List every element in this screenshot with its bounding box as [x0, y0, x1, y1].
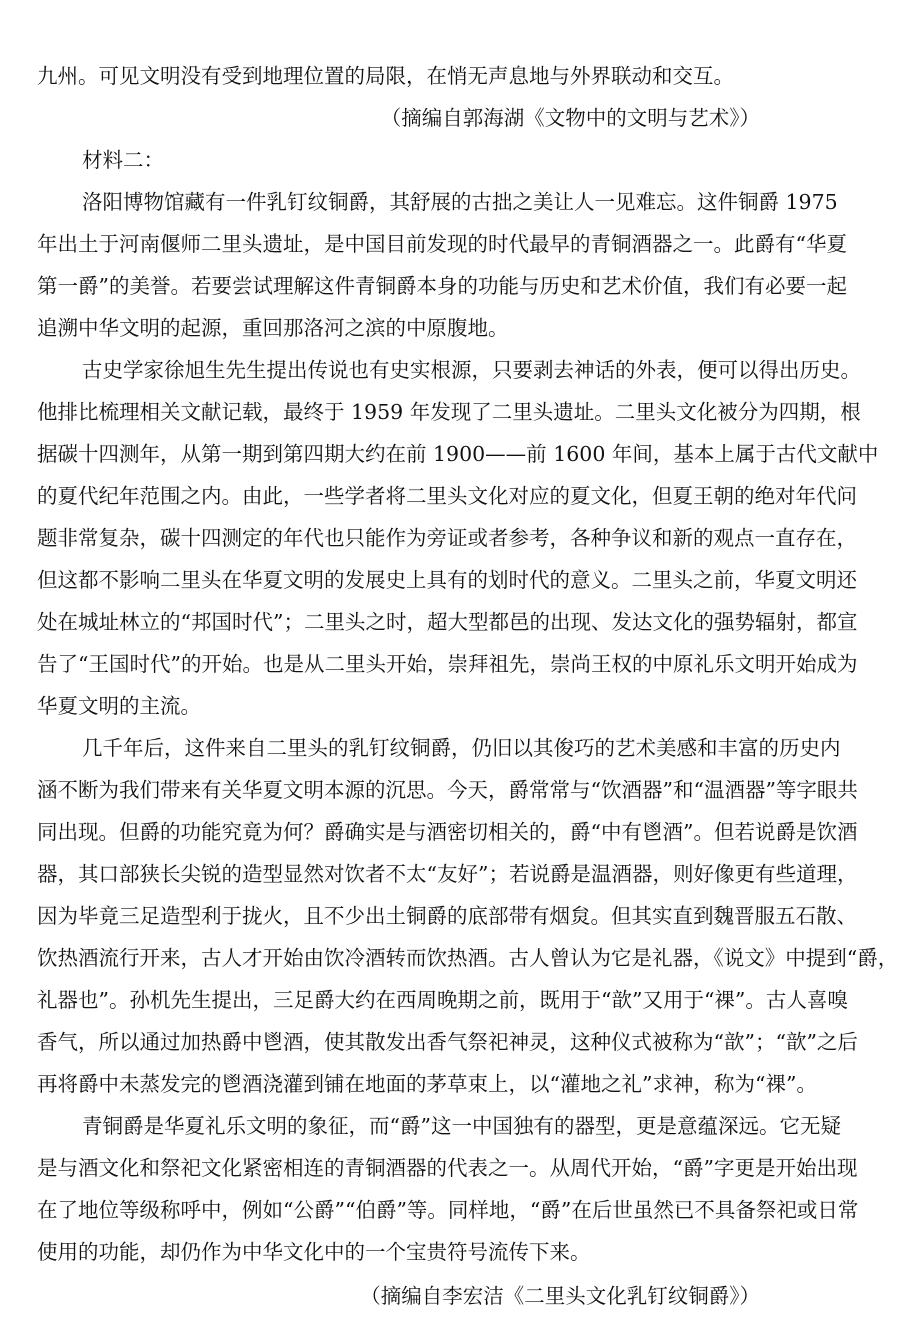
- p2-line: 题非常复杂，碳十四测定的年代也只能作为旁证或者参考，各种争议和新的观点一直存在，: [37, 526, 857, 550]
- p3-line: 器，其口部狭长尖锐的造型显然对饮者不太“友好”；若说爵是温酒器，则好像更有些道理，: [37, 862, 858, 886]
- p3-line: 饮热酒流行开来，古人才开始由饮冷酒转而饮热酒。古人曾认为它是礼器，《说文》中提到“爵，: [37, 946, 898, 970]
- intro-line: 九州。可见文明没有受到地理位置的局限，在悄无声息地与外界联动和交互。: [37, 64, 734, 88]
- p3-line: 再将爵中未蒸发完的鬯酒浇灌到铺在地面的茅草束上，以“灌地之礼”求神，称为“祼”。: [37, 1072, 817, 1096]
- p4-line: 青铜爵是华夏礼乐文明的象征，而“爵”这一中国独有的器型，更是意蕴深远。它无疑: [82, 1114, 841, 1138]
- p2-line: 古史学家徐旭生先生提出传说也有史实根源，只要剥去神话的外表，便可以得出历史。: [82, 358, 861, 382]
- p2-line: 他排比梳理相关文献记载，最终于 1959 年发现了二里头遗址。二里头文化被分为四期，根: [37, 400, 861, 424]
- p3-line: 同出现。但爵的功能究竟为何？爵确实是与酒密切相关的，爵“中有鬯酒”。但若说爵是饮酒: [37, 820, 858, 844]
- p2-line: 的夏代纪年范围之内。由此，一些学者将二里头文化对应的夏文化，但夏王朝的绝对年代问: [37, 484, 857, 508]
- p4-line: 在了地位等级称呼中，例如“公爵”“伯爵”等。同样地，“爵”在后世虽然已不具备祭祀或日常: [37, 1198, 859, 1222]
- p1-line: 年出土于河南偃师二里头遗址，是中国目前发现的时代最早的青铜酒器之一。此爵有“华夏: [37, 232, 847, 256]
- material-heading: 材料二：: [82, 148, 164, 172]
- p2-line: 处在城址林立的“邦国时代”；二里头之时，超大型都邑的出现、发达文化的强势辐射，都宣: [37, 610, 858, 634]
- p3-line: 几千年后，这件来自二里头的乳钉纹铜爵，仍旧以其俊巧的艺术美感和丰富的历史内: [82, 736, 841, 760]
- p2-line: 据碳十四测年，从第一期到第四期大约在前 1900——前 1600 年间，基本上属于古代文献中: [37, 442, 879, 466]
- source-citation-1: （摘编自郭海湖《文物中的文明与艺术》）: [380, 106, 760, 130]
- p2-line: 但这都不影响二里头在华夏文明的发展史上具有的划时代的意义。二里头之前，华夏文明还: [37, 568, 857, 592]
- source-citation-2: （摘编自李宏洁《二里头文化乳钉纹铜爵》）: [360, 1284, 760, 1308]
- p4-line: 使用的功能，却仍作为中华文化中的一个宝贵符号流传下来。: [37, 1240, 591, 1264]
- p4-line: 是与酒文化和祭祀文化紧密相连的青铜酒器的代表之一。从周代开始，“爵”字更是开始出现: [37, 1156, 858, 1180]
- p3-line: 香气，所以通过加热爵中鬯酒，使其散发出香气祭祀神灵，这种仪式被称为“歆”；“歆”之后: [37, 1030, 858, 1054]
- p1-line: 第一爵”的美誉。若要尝试理解这件青铜爵本身的功能与历史和艺术价值，我们有必要一起: [37, 274, 847, 298]
- p3-line: 涵不断为我们带来有关华夏文明本源的沉思。今天，爵常常与“饮酒器”和“温酒器”等字眼共: [37, 778, 858, 802]
- p2-line: 告了“王国时代”的开始。也是从二里头开始，崇拜祖先，崇尚王权的中原礼乐文明开始成为: [37, 652, 858, 676]
- p3-line: 因为毕竟三足造型利于拢火，且不少出土铜爵的底部带有烟炱。但其实直到魏晋服五石散、: [37, 904, 857, 928]
- p1-line: 洛阳博物馆藏有一件乳钉纹铜爵，其舒展的古拙之美让人一见难忘。这件铜爵 1975: [82, 190, 838, 214]
- p2-line: 华夏文明的主流。: [37, 694, 201, 718]
- p3-line: 礼器也”。孙机先生提出，三足爵大约在西周晚期之前，既用于“歆”又用于“祼”。古人喜嗅: [37, 988, 848, 1012]
- p1-line: 追溯中华文明的起源，重回那洛河之滨的中原腹地。: [37, 316, 509, 340]
